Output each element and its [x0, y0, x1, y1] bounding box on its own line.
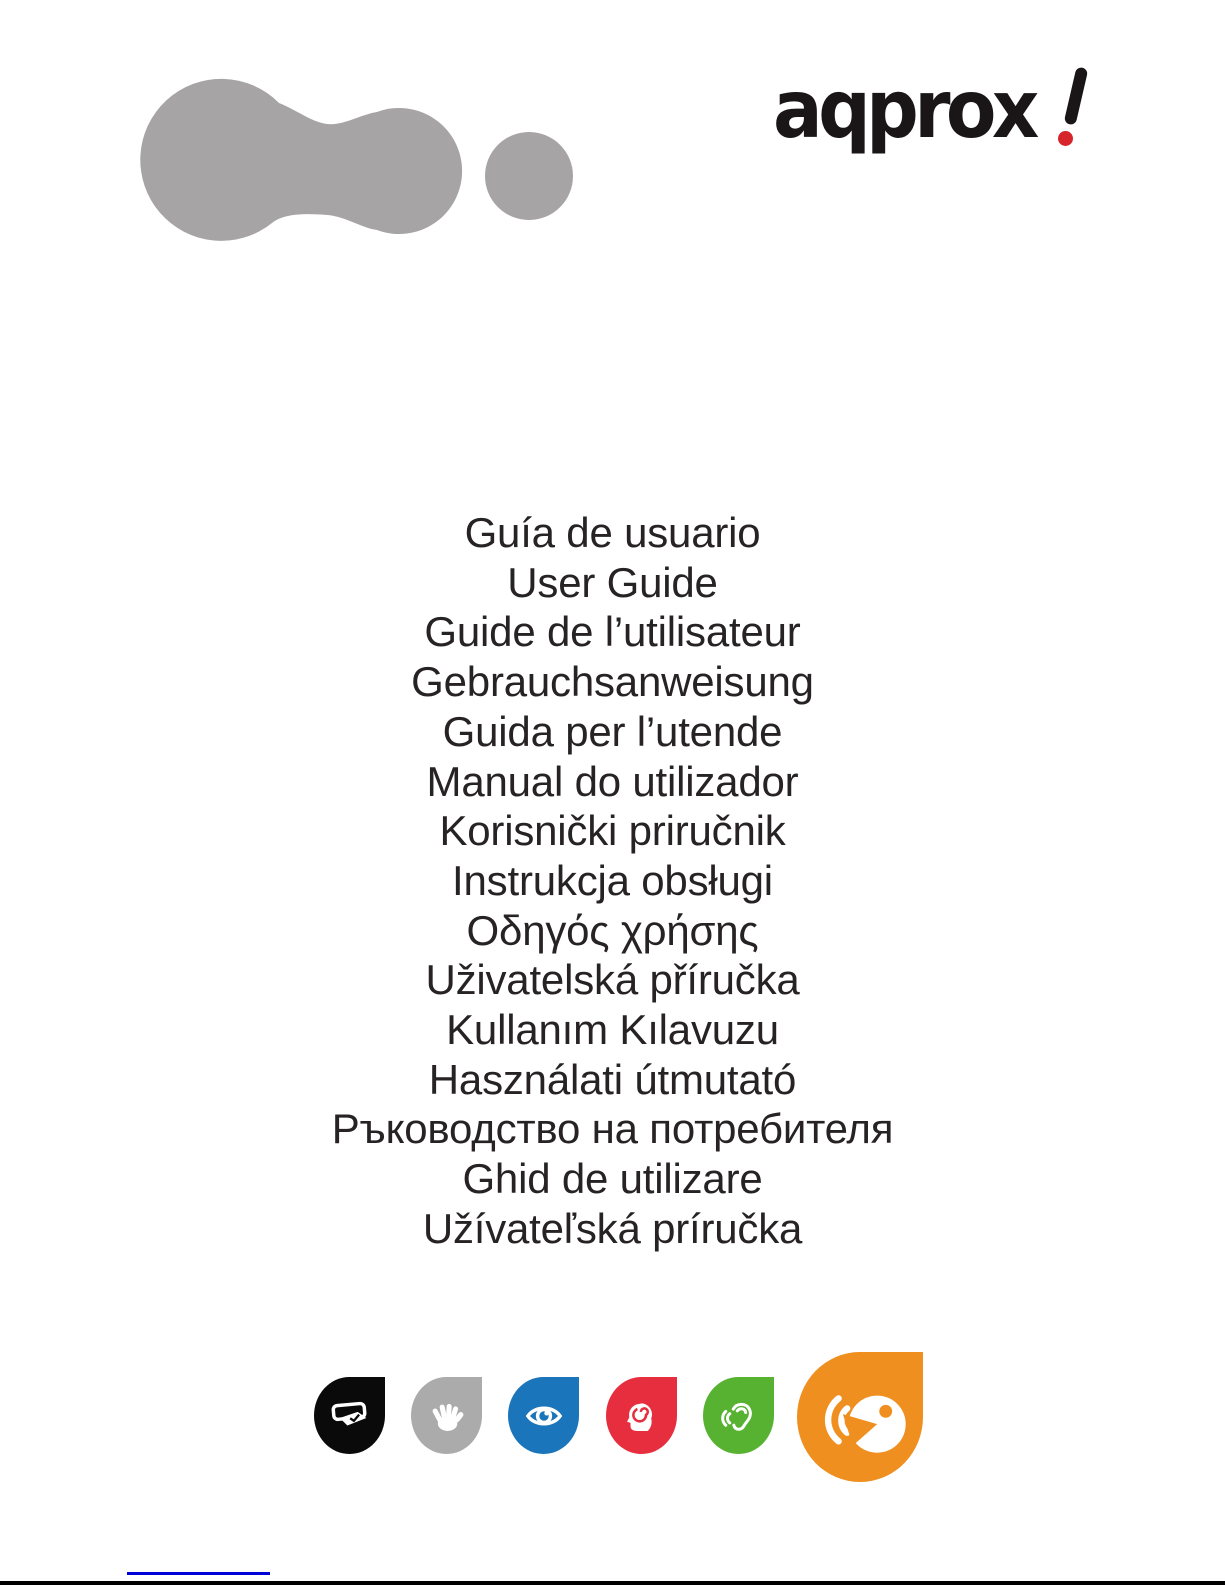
- guide-title-es: Guía de usuario: [464, 509, 761, 556]
- speech-icon: [797, 1352, 923, 1482]
- guide-title-tr: Kullanım Kılavuzu: [446, 1006, 779, 1054]
- guide-title-list: [0, 508, 1225, 1254]
- guide-title-de: Gebrauchsanweisung: [411, 658, 814, 706]
- logo-exclamation-bar: [1064, 66, 1089, 125]
- footer-link-underline[interactable]: [127, 1572, 270, 1575]
- logo-exclamation-dot: [1058, 131, 1073, 146]
- guide-title-ro: Ghid de utilizare: [462, 1155, 763, 1203]
- guide-title-el: Οδηγός χρήσης: [466, 906, 759, 954]
- guide-title-en: User Guide: [507, 558, 718, 606]
- guide-title-fr: Guide de l’utilisateur: [424, 608, 801, 656]
- head-mind-icon: [606, 1377, 677, 1454]
- hand-icon: [411, 1377, 482, 1454]
- guide-title-hr: Korisnički priručnik: [439, 807, 786, 855]
- brand-logo: [0, 0, 1225, 180]
- ear-icon: [703, 1377, 774, 1454]
- eye-icon: [508, 1377, 579, 1454]
- guide-title-pt: Manual do utilizador: [426, 757, 799, 805]
- guide-title-it: Guida per l’utende: [442, 707, 783, 755]
- guide-title-pl: Instrukcja obsługi: [452, 856, 773, 904]
- printer-icon: [314, 1377, 385, 1454]
- brand-logo-text: aqprox: [773, 63, 1035, 156]
- guide-title-cs: Uživatelská příručka: [425, 956, 800, 1004]
- guide-title-sk: Užívateľská príručka: [422, 1204, 803, 1252]
- guide-title-hu: Használati útmutató: [428, 1055, 797, 1103]
- guide-title-bg: Ръководство на потребителя: [331, 1105, 894, 1153]
- bottom-border-bar: [0, 1581, 1225, 1585]
